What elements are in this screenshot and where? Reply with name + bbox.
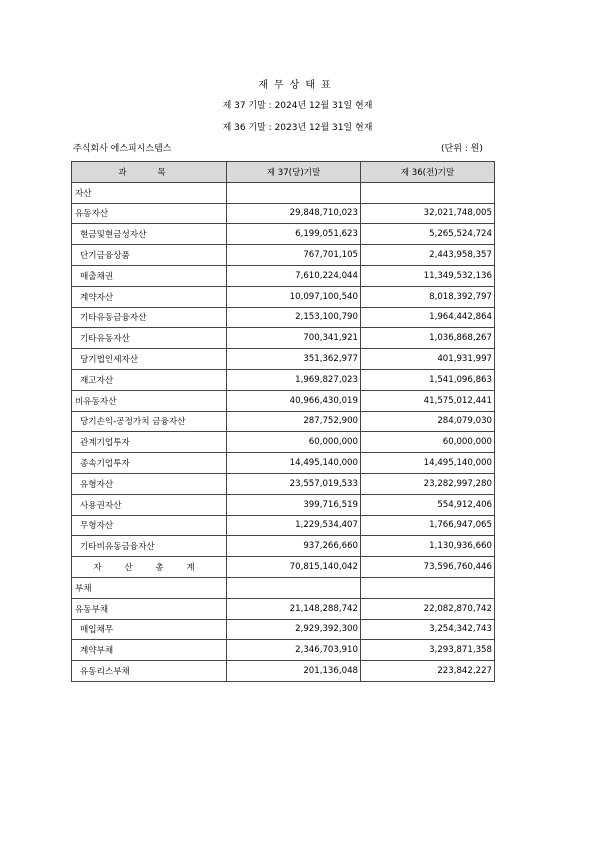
account-name-cell: 매입채무	[72, 619, 227, 640]
current-amount-cell: 937,266,660	[227, 536, 361, 557]
unit-label: (단위 : 원)	[441, 144, 483, 154]
previous-amount-cell: 1,964,442,864	[361, 307, 495, 328]
previous-amount-cell: 22,082,870,742	[361, 598, 495, 619]
table-row	[72, 661, 495, 682]
previous-amount-cell: 223,842,227	[361, 661, 495, 682]
current-amount-cell: 1,969,827,023	[227, 369, 361, 390]
account-name-cell: 당기손익-공정가치 금융자산	[72, 411, 227, 432]
table-row	[72, 536, 495, 557]
header-account: 과 목	[72, 162, 227, 183]
previous-amount-cell: 41,575,012,441	[361, 390, 495, 411]
previous-amount-cell: 23,282,997,280	[361, 473, 495, 494]
current-amount-cell: 351,362,977	[227, 349, 361, 370]
previous-amount-cell: 8,018,392,797	[361, 286, 495, 307]
header-previous-period: 제 36(전)기말	[361, 162, 495, 183]
header-current-period: 제 37(당)기말	[227, 162, 361, 183]
previous-period-label: 제 36 기말 : 2023년 12월 31일 현재	[222, 123, 373, 133]
previous-amount-cell: 73,596,760,446	[361, 557, 495, 578]
account-name-cell: 계약자산	[72, 286, 227, 307]
table-row	[72, 453, 495, 474]
account-name-cell: 비유동자산	[72, 390, 227, 411]
current-amount-cell: 6,199,051,623	[227, 224, 361, 245]
current-period-label: 제 37 기말 : 2024년 12월 31일 현재	[222, 101, 373, 111]
account-name-cell: 매출채권	[72, 265, 227, 286]
current-amount-cell: 287,752,900	[227, 411, 361, 432]
current-amount-cell: 767,701,105	[227, 245, 361, 266]
table-row	[72, 411, 495, 432]
table-row	[72, 494, 495, 515]
table-row	[72, 307, 495, 328]
previous-amount-cell: 401,931,997	[361, 349, 495, 370]
table-row	[72, 203, 495, 224]
previous-amount-cell: 1,541,096,863	[361, 369, 495, 390]
current-amount-cell: 399,716,519	[227, 494, 361, 515]
previous-amount-cell: 1,130,936,660	[361, 536, 495, 557]
account-name-cell: 자 산 총 계	[72, 557, 227, 578]
previous-amount-cell: 3,254,342,743	[361, 619, 495, 640]
previous-amount-cell: 5,265,524,724	[361, 224, 495, 245]
table-header-row	[72, 162, 495, 183]
table-row	[72, 224, 495, 245]
previous-amount-cell: 60,000,000	[361, 432, 495, 453]
table-row	[72, 640, 495, 661]
current-amount-cell: 21,148,288,742	[227, 598, 361, 619]
current-amount-cell: 14,495,140,000	[227, 453, 361, 474]
table-body	[72, 182, 495, 681]
table-row	[72, 390, 495, 411]
balance-sheet-table	[71, 161, 495, 682]
table-row	[72, 349, 495, 370]
table-row	[72, 473, 495, 494]
account-name-cell: 무형자산	[72, 515, 227, 536]
previous-amount-cell: 554,912,406	[361, 494, 495, 515]
table-row	[72, 577, 495, 598]
table-row	[72, 515, 495, 536]
account-name-cell: 기타유동자산	[72, 328, 227, 349]
table-row	[72, 598, 495, 619]
current-amount-cell: 29,848,710,023	[227, 203, 361, 224]
account-name-cell: 종속기업투자	[72, 453, 227, 474]
account-name-cell: 부채	[72, 577, 227, 598]
account-name-cell: 단기금융상품	[72, 245, 227, 266]
current-amount-cell: 2,929,392,300	[227, 619, 361, 640]
account-name-cell: 당기법인세자산	[72, 349, 227, 370]
current-amount-cell	[227, 182, 361, 203]
account-name-cell: 기타비유동금융자산	[72, 536, 227, 557]
current-amount-cell: 201,136,048	[227, 661, 361, 682]
previous-amount-cell: 284,079,030	[361, 411, 495, 432]
account-name-cell: 유동자산	[72, 203, 227, 224]
current-amount-cell: 700,341,921	[227, 328, 361, 349]
current-amount-cell: 2,153,100,790	[227, 307, 361, 328]
table-row	[72, 619, 495, 640]
previous-amount-cell: 3,293,871,358	[361, 640, 495, 661]
document-title: 재무상태표	[258, 80, 337, 91]
current-amount-cell	[227, 577, 361, 598]
current-amount-cell: 23,557,019,533	[227, 473, 361, 494]
account-name-cell: 계약부채	[72, 640, 227, 661]
previous-amount-cell: 1,766,947,065	[361, 515, 495, 536]
account-name-cell: 재고자산	[72, 369, 227, 390]
table-row	[72, 557, 495, 578]
table-row	[72, 432, 495, 453]
current-amount-cell: 7,610,224,044	[227, 265, 361, 286]
previous-amount-cell: 1,036,868,267	[361, 328, 495, 349]
table-row	[72, 182, 495, 203]
previous-amount-cell: 2,443,958,357	[361, 245, 495, 266]
company-name: 주식회사 에스피시스템스	[73, 144, 172, 154]
previous-amount-cell: 11,349,532,136	[361, 265, 495, 286]
table-row	[72, 265, 495, 286]
previous-amount-cell: 32,021,748,005	[361, 203, 495, 224]
current-amount-cell: 2,346,703,910	[227, 640, 361, 661]
previous-amount-cell	[361, 182, 495, 203]
table-row	[72, 328, 495, 349]
table-row	[72, 369, 495, 390]
current-amount-cell: 10,097,100,540	[227, 286, 361, 307]
current-amount-cell: 70,815,140,042	[227, 557, 361, 578]
account-name-cell: 관계기업투자	[72, 432, 227, 453]
account-name-cell: 유동부채	[72, 598, 227, 619]
account-name-cell: 기타유동금융자산	[72, 307, 227, 328]
account-name-cell: 유동리스부채	[72, 661, 227, 682]
table-row	[72, 286, 495, 307]
account-name-cell: 현금및현금성자산	[72, 224, 227, 245]
current-amount-cell: 40,966,430,019	[227, 390, 361, 411]
previous-amount-cell	[361, 577, 495, 598]
current-amount-cell: 60,000,000	[227, 432, 361, 453]
account-name-cell: 유형자산	[72, 473, 227, 494]
account-name-cell: 자산	[72, 182, 227, 203]
previous-amount-cell: 14,495,140,000	[361, 453, 495, 474]
account-name-cell: 사용권자산	[72, 494, 227, 515]
table-row	[72, 245, 495, 266]
current-amount-cell: 1,229,534,407	[227, 515, 361, 536]
